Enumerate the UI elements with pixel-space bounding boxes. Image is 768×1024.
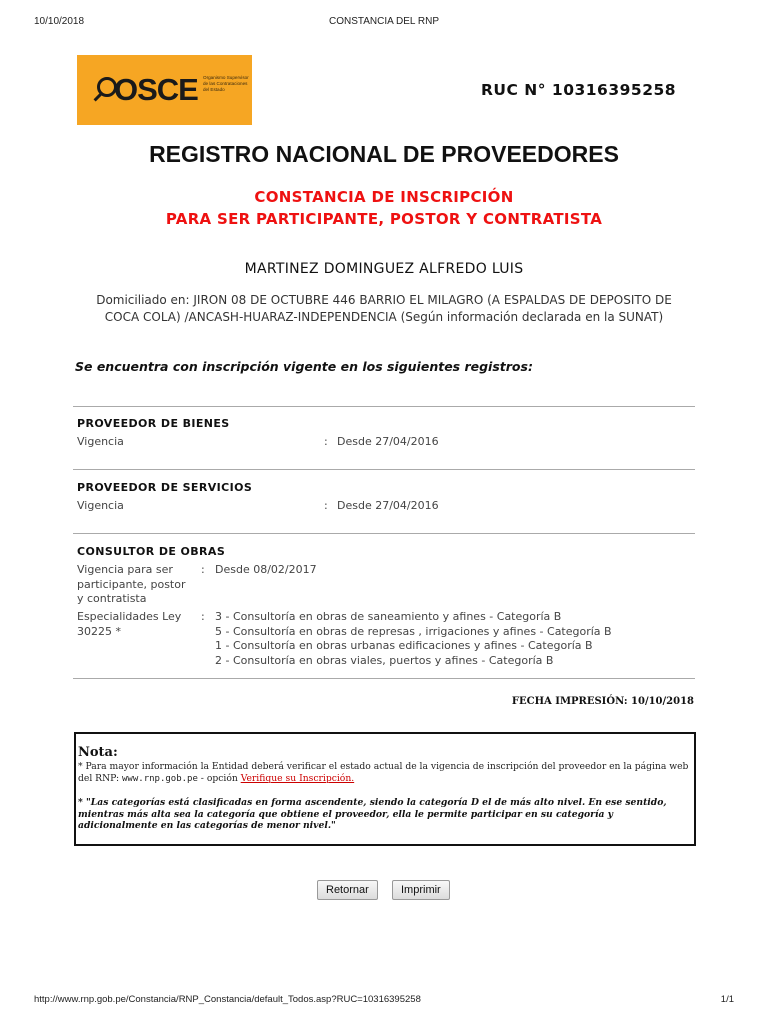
print-footer-page: 1/1	[720, 994, 734, 1005]
logo-subtitle: Organismo Supervisor de las Contrataciones del Estado	[203, 75, 249, 92]
colon: :	[201, 563, 205, 576]
note-site: www.rnp.gob.pe	[122, 773, 198, 784]
back-button[interactable]: Retornar	[317, 880, 378, 900]
note-box	[74, 732, 696, 846]
osce-logo	[77, 55, 252, 125]
vigencia-value: Desde 08/02/2017	[215, 563, 317, 576]
vigencia-label-line: participante, postor	[77, 577, 186, 591]
colon: :	[324, 435, 328, 448]
section-title-servicios: PROVEEDOR DE SERVICIOS	[77, 481, 253, 494]
ruc-number: RUC N° 10316395258	[481, 81, 677, 99]
especialidades-label-line: Especialidades Ley	[77, 610, 182, 623]
especialidad-item: 1 - Consultoría en obras urbanas edificaciones y afines - Categoría B	[215, 639, 593, 652]
note-text-mid: - opción	[197, 772, 241, 784]
certificate-subtitle: PARA SER PARTICIPANTE, POSTOR Y CONTRATISTA	[165, 210, 603, 228]
provider-address: Domiciliado en: JIRON 08 DE OCTUBRE 446 BARRIO EL MILAGRO (A ESPALDAS DE DEPOSITO DE COCA COLA) /ANCASH-HUARAZ-INDEPENDENCIA (Según información declarada en la SUNAT)	[96, 293, 672, 324]
especialidad-item: 3 - Consultoría en obras de saneamiento y afines - Categoría B	[215, 610, 562, 623]
vigencia-value: Desde 27/04/2016	[337, 499, 439, 512]
especialidad-item: 5 - Consultoría en obras de represas , irrigaciones y afines - Categoría B	[215, 624, 612, 638]
divider	[73, 469, 695, 470]
registers-intro: Se encuentra con inscripción vigente en los siguientes registros:	[75, 359, 533, 374]
note-text	[78, 761, 692, 785]
provider-name: MARTINEZ DOMINGUEZ ALFREDO LUIS	[244, 261, 524, 277]
especialidades-label-line: 30225 *	[77, 624, 121, 638]
divider	[73, 678, 695, 679]
colon: :	[324, 499, 328, 512]
vigencia-label: Vigencia	[77, 435, 124, 448]
page-title: REGISTRO NACIONAL DE PROVEEDORES	[149, 141, 619, 167]
note-text-prefix: * Para mayor información la Entidad deberá verificar el estado actual de la vigencia de inscripción del proveedor en la página web del RNP:	[78, 761, 689, 784]
vigencia-value: Desde 27/04/2016	[337, 435, 439, 448]
note-categories-text: * "Las categorías está clasificadas en forma ascendente, siendo la categoría D el de más alto nivel. En ese sentido, mientras más alta sea la categoría que obtiene el proveedor, ella le permite participar en su categoría y adicionalmente en las categorías de menor nivel."	[78, 797, 667, 832]
vigencia-label-line: y contratista	[77, 592, 147, 605]
section-title-consultor: CONSULTOR DE OBRAS	[77, 545, 226, 558]
colon: :	[201, 610, 205, 623]
print-footer-url: http://www.rnp.gob.pe/Constancia/RNP_Constancia/default_Todos.asp?RUC=10316395258	[34, 994, 421, 1005]
print-button[interactable]: Imprimir	[392, 880, 450, 900]
section-title-bienes: PROVEEDOR DE BIENES	[77, 417, 230, 430]
magnifier-handle	[94, 92, 104, 102]
print-date: FECHA IMPRESIÓN: 10/10/2018	[511, 696, 694, 707]
print-header-title: CONSTANCIA DEL RNP	[328, 16, 440, 27]
note-title: Nota:	[78, 745, 118, 760]
logo-text: OSCE	[114, 72, 198, 107]
vigencia-label: Vigencia	[77, 499, 124, 512]
especialidad-item: 2 - Consultoría en obras viales, puertos y afines - Categoría B	[215, 653, 554, 667]
divider	[73, 533, 695, 534]
vigencia-label-line: Vigencia para ser	[77, 563, 173, 576]
print-header-date: 10/10/2018	[34, 16, 85, 27]
certificate-title: CONSTANCIA DE INSCRIPCIÓN	[254, 188, 514, 206]
verify-registration-link[interactable]: Verifique su Inscripción.	[240, 772, 355, 784]
divider	[73, 406, 695, 407]
